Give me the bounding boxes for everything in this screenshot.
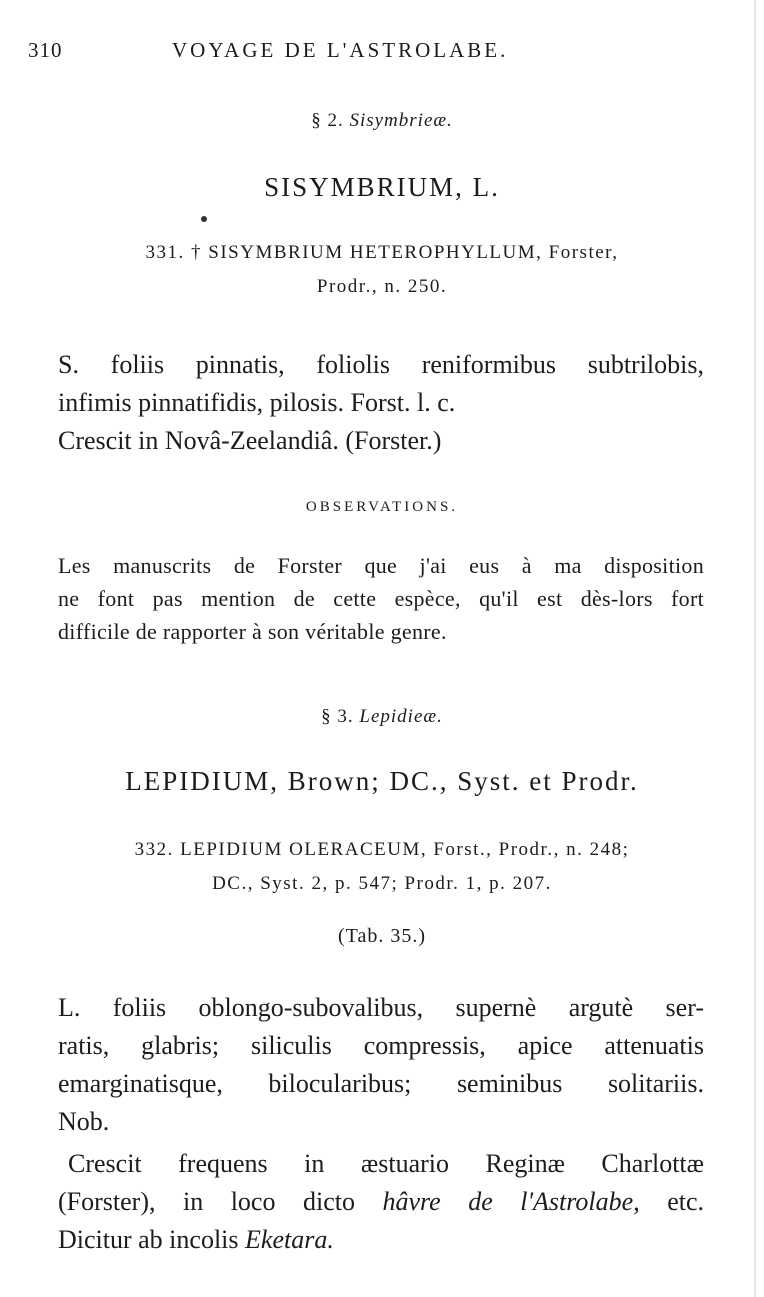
observations-heading: OBSERVATIONS. — [305, 499, 459, 515]
habitat-line: Crescit frequens in æstuario Reginæ Charlottæ — [68, 1149, 704, 1178]
diagnosis-line: Crescit in Novâ-Zeelandiâ. (Forster.) — [58, 426, 442, 455]
habitat-text: (Forster), in loco dicto — [58, 1187, 383, 1216]
diagnosis-line: Nob. — [58, 1107, 110, 1136]
observations-text — [58, 549, 704, 648]
habitat-line — [58, 1221, 704, 1259]
diagnosis-332 — [58, 989, 704, 1141]
section-name: Lepidieæ. — [359, 706, 443, 727]
section-label: § 3. — [321, 706, 354, 727]
habitat-locality: hâvre de l'Astrolabe — [382, 1187, 634, 1216]
observation-line: difficile de rapporter à son véritable genre. — [58, 619, 447, 644]
entry-332-line1: 332. LEPIDIUM OLERACEUM, Forst., Prodr., n. 248; — [134, 839, 630, 860]
diagnosis-line: S. foliis pinnatis, foliolis reniformibus subtrilobis, — [58, 350, 704, 379]
page-number: 310 — [28, 38, 63, 62]
observation-line: ne font pas mention de cette espèce, qu'il est dès-lors fort — [58, 586, 704, 611]
section-heading-2 — [0, 110, 764, 132]
section-heading-3 — [0, 706, 764, 728]
running-title: VOYAGE DE L'ASTROLABE. — [172, 38, 509, 62]
habitat-text: Dicitur ab incolis — [58, 1225, 246, 1254]
plate-reference: (Tab. 35.) — [337, 925, 427, 947]
genus-heading-sisymbrium: SISYMBRIUM, L. — [264, 172, 500, 202]
ink-speck — [201, 216, 207, 222]
diagnosis-line: L. foliis oblongo-subovalibus, supernè argutè ser- — [58, 993, 704, 1022]
habitat-line — [58, 1183, 704, 1221]
genus-heading-lepidium: LEPIDIUM, Brown; DC., Syst. et Prodr. — [125, 766, 639, 796]
habitat-332 — [58, 1145, 704, 1259]
observation-line: Les manuscrits de Forster que j'ai eus à ma disposition — [58, 553, 704, 578]
running-header — [0, 38, 764, 68]
diagnosis-line: infimis pinnatifidis, pilosis. Forst. l. c. — [58, 388, 456, 417]
habitat-text: , etc. — [633, 1187, 704, 1216]
section-label: § 2. — [311, 110, 344, 131]
diagnosis-line: ratis, glabris; siliculis compressis, apice attenuatis — [58, 1031, 704, 1060]
section-name: Sisymbrieæ. — [349, 110, 453, 131]
entry-332-line2: DC., Syst. 2, p. 547; Prodr. 1, p. 207. — [212, 873, 552, 894]
diagnosis-331 — [58, 346, 704, 460]
entry-331-line2: Prodr., n. 250. — [316, 276, 448, 297]
native-name: Eketara. — [245, 1225, 334, 1254]
entry-331-line1: 331. † SISYMBRIUM HETEROPHYLLUM, Forster, — [145, 242, 619, 263]
diagnosis-line: emarginatisque, bilocularibus; seminibus solitariis. — [58, 1069, 704, 1098]
